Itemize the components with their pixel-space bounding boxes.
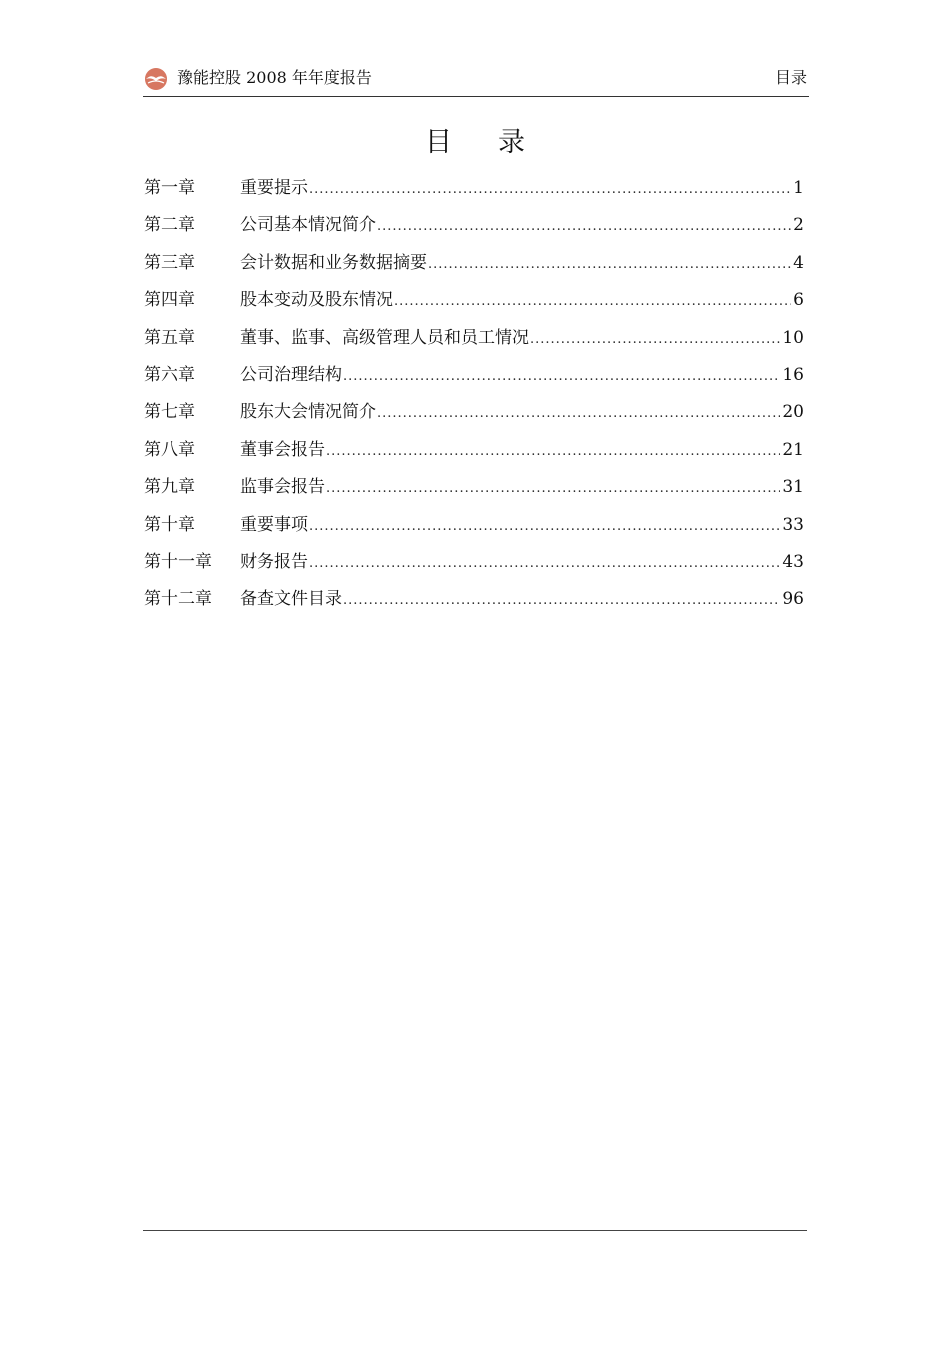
toc-leader-dots — [309, 178, 791, 202]
toc-entry-4[interactable] — [144, 288, 804, 325]
toc-page-number: 21 — [782, 439, 804, 460]
toc-page-number: 33 — [782, 514, 804, 535]
toc-label: 财务报告 — [240, 551, 308, 572]
toc-chapter: 第五章 — [144, 327, 195, 348]
toc-page-number: 31 — [782, 477, 804, 498]
toc-page-number: 2 — [793, 215, 804, 236]
toc-leader-dots — [326, 477, 780, 501]
toc-entry-10[interactable] — [144, 513, 804, 550]
toc-entry-6[interactable] — [144, 363, 804, 400]
report-title: 豫能控股 2008 年年度报告 — [177, 68, 372, 87]
toc-label: 监事会报告 — [240, 477, 325, 498]
toc-label: 公司治理结构 — [240, 364, 342, 385]
toc-label: 会计数据和业务数据摘要 — [240, 252, 427, 273]
toc-label: 重要事项 — [240, 514, 308, 535]
toc-heading — [0, 125, 950, 161]
toc-chapter: 第十一章 — [144, 551, 212, 572]
toc-page-number: 96 — [782, 589, 804, 610]
toc-chapter: 第六章 — [144, 364, 195, 385]
company-logo-icon — [143, 66, 169, 92]
toc-entry-12[interactable] — [144, 587, 804, 624]
toc-chapter: 第二章 — [144, 215, 195, 236]
toc-entry-11[interactable] — [144, 550, 804, 587]
toc-leader-dots — [377, 402, 780, 426]
toc-label: 董事、监事、高级管理人员和员工情况 — [240, 327, 529, 348]
toc-entry-3[interactable] — [144, 251, 804, 288]
toc-chapter: 第十二章 — [144, 589, 212, 610]
toc-page-number: 4 — [793, 252, 804, 273]
toc-page-number: 20 — [782, 402, 804, 423]
toc-entry-1[interactable] — [144, 176, 804, 213]
toc-chapter: 第一章 — [144, 178, 195, 198]
toc-leader-dots — [428, 253, 791, 277]
toc-entry-5[interactable] — [144, 326, 804, 363]
toc-chapter: 第四章 — [144, 290, 195, 311]
toc-leader-dots — [343, 589, 780, 613]
page-header — [143, 62, 809, 97]
toc-leader-dots — [394, 290, 791, 314]
toc-label: 备查文件目录 — [240, 589, 342, 610]
section-name: 目录 — [774, 68, 807, 87]
table-of-contents — [144, 176, 804, 625]
toc-leader-dots — [309, 552, 780, 576]
toc-leader-dots — [343, 365, 780, 389]
toc-leader-dots — [377, 215, 791, 239]
toc-label: 股东大会情况简介 — [240, 402, 376, 423]
footer-divider — [143, 1230, 807, 1231]
toc-page-number: 6 — [793, 290, 804, 311]
toc-chapter: 第九章 — [144, 477, 195, 498]
toc-entry-9[interactable] — [144, 475, 804, 512]
toc-heading-right: 录 — [498, 127, 525, 158]
toc-label: 重要提示 — [240, 178, 308, 198]
toc-entry-7[interactable] — [144, 400, 804, 437]
toc-page-number: 16 — [782, 364, 804, 385]
toc-chapter: 第三章 — [144, 252, 195, 273]
toc-page-number: 10 — [782, 327, 804, 348]
toc-label: 股本变动及股东情况 — [240, 290, 393, 311]
toc-page-number: 43 — [782, 551, 804, 572]
toc-label: 公司基本情况简介 — [240, 215, 376, 236]
toc-page-number: 1 — [793, 178, 804, 198]
toc-entry-2[interactable] — [144, 213, 804, 250]
toc-leader-dots — [326, 440, 780, 464]
toc-label: 董事会报告 — [240, 439, 325, 460]
toc-entry-8[interactable] — [144, 438, 804, 475]
toc-chapter: 第八章 — [144, 439, 195, 460]
toc-leader-dots — [530, 328, 780, 352]
toc-chapter: 第七章 — [144, 402, 195, 423]
toc-chapter: 第十章 — [144, 514, 195, 535]
toc-leader-dots — [309, 515, 780, 539]
toc-heading-left: 目 — [425, 127, 452, 158]
